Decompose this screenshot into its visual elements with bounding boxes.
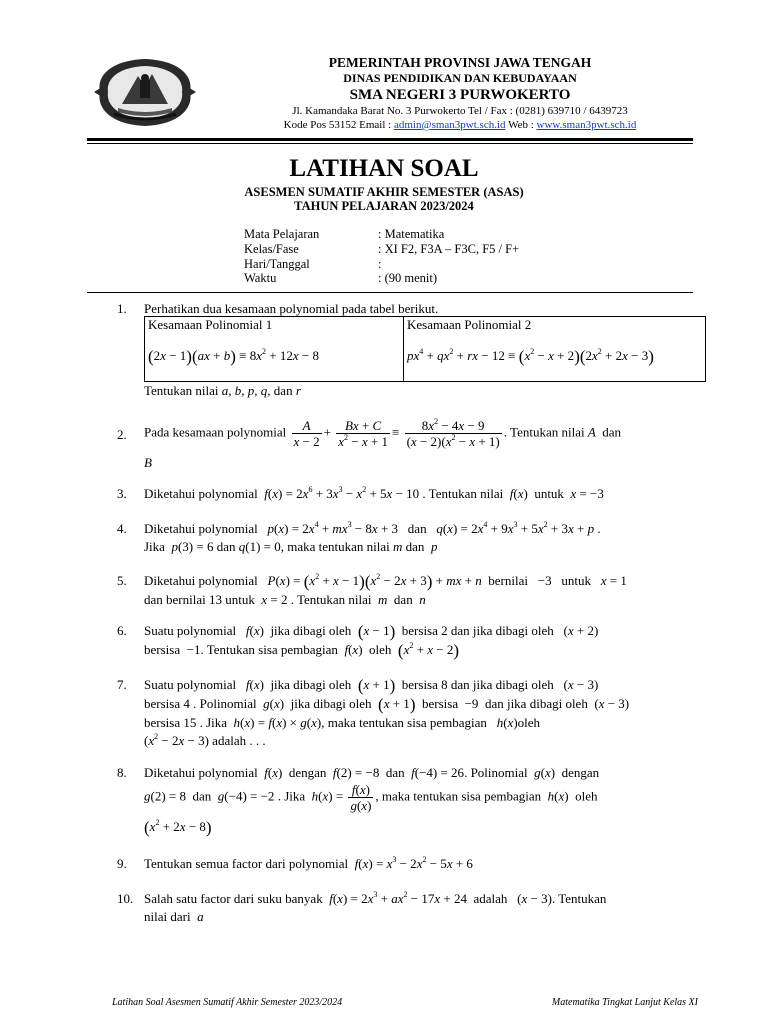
question-number: 9.: [117, 856, 127, 871]
question-text: Pada kesamaan polynomial $\frac{A}{x - 2}$ + $\frac{Bx + C}{x^2 - x + 1}$ ≡ $\frac{8x^2 - 4x - 9}{(x - 2)(x^2 - x + 1)}$ . Tentukan nilai A dan: [144, 417, 622, 449]
postal-code-label: Kode Pos 53152 Email :: [283, 119, 394, 131]
text: . Jika: [277, 788, 306, 804]
text: jika dibagi oleh: [290, 696, 372, 711]
table-cell-polynomial-1: [145, 317, 404, 382]
footer-left: Latihan Soal Asesmen Sumatif Akhir Semester 2023/2024: [112, 997, 343, 1008]
variables: a, b, p, q,: [221, 383, 271, 398]
email-link[interactable]: admin@sman3pwt.sch.id: [393, 119, 506, 131]
text: jika dibagi oleh: [270, 677, 352, 692]
question-text: Diketahui polynomial f(x) dengan f(2) = −8 dan f(−4) = 26. Polinomial g(x) dengan: [144, 765, 600, 780]
question-text: Diketahui polynomial $P(x) = (x^2 + x - 1)(x^2 - 2x + 3)$ + mx + n bernilai −3 untuk x = 1 dan bernilai 13 untuk x = 2 . Tentukan nilai m dan n: [144, 572, 627, 607]
question-text: Suatu polynomial f(x) jika dibagi oleh (x − 1) bersisa 2 dan jika dibagi oleh (x + 2) bersisa −1. Tentukan sisa pembagian f(x) oleh $(x^2 + x - 2)$: [144, 622, 599, 660]
text: oleh: [517, 715, 541, 730]
equation: $(2x - 1)(ax + b) \equiv 8x^2 + 12x - 8$: [148, 347, 320, 366]
text: bersisa: [144, 642, 181, 657]
question-number: 10.: [117, 891, 134, 906]
text: dan: [270, 383, 296, 398]
info-label: Waktu: [244, 271, 277, 285]
question-text: Suatu polynomial f(x) jika dibagi oleh (x + 1) bersisa 8 dan jika dibagi oleh (x − 3) bersisa 4 . Polinomial g(x) jika dibagi oleh (x + 1) bersisa −9 dan jika dibagi oleh (x − 3) bersisa 15 . Jika h(x) = f(x) × g(x), maka tentukan sisa pembagian h(x)oleh $(x^2 - 2x - 3)$ adalah . . .: [144, 676, 630, 748]
text: dan: [385, 765, 405, 780]
academic-year: TAHUN PELAJARAN 2023/2024: [294, 199, 474, 213]
fraction: $\frac{Bx + C}{x^2 - x + 1}$: [338, 418, 388, 449]
text: Diketahui polynomial: [144, 765, 258, 780]
table-cell-polynomial-2: [404, 317, 706, 382]
fraction: $\frac{A}{x - 2}$: [293, 418, 320, 449]
question-text: Salah satu factor dari suku banyak $f(x) = 2x^3 + ax^2 - 17x + 24$ adalah (x − 3). Tentukan nilai dari a: [144, 890, 607, 924]
text: nilai dari: [144, 909, 191, 924]
header-divider-thin: [87, 143, 693, 144]
equation: $(x^2 + 2x - 8)$: [144, 818, 212, 837]
text: . Tentukan nilai: [422, 486, 504, 501]
text: Tentukan semua factor dari polynomial: [144, 856, 349, 871]
letterhead-address: Jl. Kamandaka Barat No. 3 Purwokerto Tel / Fax : (0281) 639710 / 6439723: [292, 105, 628, 117]
text: bersisa 4 . Polinomial: [144, 696, 257, 711]
text: bersisa 15 . Jika: [144, 715, 228, 730]
page-title: LATIHAN SOAL: [289, 155, 479, 182]
website-link[interactable]: www.sman3pwt.sch.id: [536, 119, 637, 131]
text: bersisa: [421, 696, 459, 711]
text: dengan: [288, 765, 327, 780]
question-number: 4.: [117, 521, 127, 536]
text: dan: [393, 592, 413, 607]
letterhead-department: DINAS PENDIDIKAN DAN KEBUDAYAAN: [343, 71, 577, 85]
text: dan bernilai 13 untuk: [144, 592, 255, 607]
letterhead-school: SMA NEGERI 3 PURWOKERTO: [349, 87, 571, 103]
question-number: 5.: [117, 573, 127, 588]
question-number: 7.: [117, 677, 127, 692]
table-header: Kesamaan Polinomial 2: [407, 317, 532, 332]
text: untuk: [561, 573, 591, 588]
question-number: 6.: [117, 623, 127, 638]
text: Diketahui polynomial: [144, 486, 258, 501]
text: Suatu polynomial: [144, 623, 237, 638]
text: , maka tentukan sisa pembagian: [321, 715, 487, 730]
text: . Polinomial: [464, 765, 528, 780]
text: dan: [407, 521, 427, 536]
text: dan: [602, 424, 622, 440]
info-value: : XI F2, F3A – F3C, F5 / F+: [378, 242, 520, 256]
text: jika dibagi oleh: [270, 623, 352, 638]
text: dan: [405, 539, 425, 554]
info-label: Mata Pelajaran: [244, 227, 320, 241]
question-number: 2.: [117, 427, 127, 442]
text: oleh: [369, 642, 392, 657]
text: bersisa 2 dan jika dibagi oleh: [401, 623, 554, 638]
text: bersisa 8 dan jika dibagi oleh: [401, 677, 554, 692]
text: Pada kesamaan polynomial: [144, 424, 287, 440]
info-label: Kelas/Fase: [244, 242, 299, 256]
text: , maka tentukan nilai: [280, 539, 390, 554]
text: . Tentukan nilai: [290, 592, 372, 607]
text: . Tentukan nilai: [503, 424, 585, 440]
question-text: Perhatikan dua kesamaan polynomial pada tabel berikut.: [144, 301, 439, 316]
text: Salah satu factor dari suku banyak: [144, 891, 323, 906]
equation: $px^4 + qx^2$ + rx − $12 \equiv (x^2 - x + 2)(2x^2 + 2x - 3)$: [407, 347, 654, 366]
text: . Tentukan sisa pembagian: [200, 642, 338, 657]
text: bernilai: [488, 573, 528, 588]
text: Jika: [144, 539, 165, 554]
text: . Tentukan: [551, 891, 607, 906]
question-text: Tentukan semua factor dari polynomial $f(x) = x^3 - 2x^2 - 5x + 6$: [144, 855, 473, 871]
text: Suatu polynomial: [144, 677, 237, 692]
variable: r: [295, 383, 301, 398]
question-text: [144, 382, 699, 400]
info-value: :: [378, 257, 382, 271]
info-value: : (90 menit): [378, 271, 438, 285]
letterhead-contact: [230, 118, 690, 132]
question-text: g(2) = 8 dan g(−4) = −2 . Jika h(x) = $\frac{f(x)}{g(x)}$ , maka tentukan sisa pembagian h(x) oleh: [144, 782, 598, 813]
question-text: Diketahui polynomial $f(x) = 2x^6 + 3x^3 - x^2 + 5x - 10$ . Tentukan nilai f(x) untuk x = −3: [144, 485, 604, 501]
text: Diketahui polynomial: [144, 521, 258, 536]
footer-right: Matematika Tingkat Lanjut Kelas XI: [551, 997, 698, 1008]
variable: B: [144, 455, 152, 470]
text: dan: [192, 788, 212, 804]
provincial-seal-logo: [92, 52, 198, 132]
header-divider-thick: [87, 138, 693, 141]
text: dan jika dibagi oleh: [484, 696, 588, 711]
info-label: Hari/Tanggal: [244, 257, 310, 271]
question-number: 8.: [117, 765, 127, 780]
fraction: $\frac{f(x)}{g(x)}$: [350, 782, 372, 813]
text: adalah . . .: [212, 733, 266, 748]
web-label: Web :: [505, 119, 537, 131]
info-divider: [87, 292, 693, 293]
text: adalah: [473, 891, 508, 906]
text: oleh: [575, 788, 598, 804]
text: untuk: [534, 486, 564, 501]
polynomial-table: [144, 316, 706, 382]
letterhead: [230, 55, 690, 132]
question-number: 3.: [117, 486, 127, 501]
text: Tentukan nilai: [144, 383, 222, 398]
exam-subtitle: ASESMEN SUMATIF AKHIR SEMESTER (ASAS): [244, 185, 524, 199]
text: , maka tentukan sisa pembagian: [375, 788, 542, 804]
fraction: $\frac{8x^2 - 4x - 9}{(x - 2)(x^2 - x + 1)}$: [406, 417, 500, 449]
text: dengan: [561, 765, 600, 780]
letterhead-government: PEMERINTAH PROVINSI JAWA TENGAH: [328, 55, 592, 70]
text: dan: [216, 539, 236, 554]
table-header: Kesamaan Polinomial 1: [148, 317, 273, 332]
info-value: : Matematika: [378, 227, 445, 241]
question-number: 1.: [117, 301, 127, 316]
text: Diketahui polynomial: [144, 573, 258, 588]
question-text: Diketahui polynomial $p(x) = 2x^4 + mx^3 - 8x + 3$ dan $q(x) = 2x^4 + 9x^3 + 5x^2 + 3x + p$ . Jika p(3) = 6 dan q(1) = 0, maka tentukan nilai m dan p: [144, 520, 601, 554]
